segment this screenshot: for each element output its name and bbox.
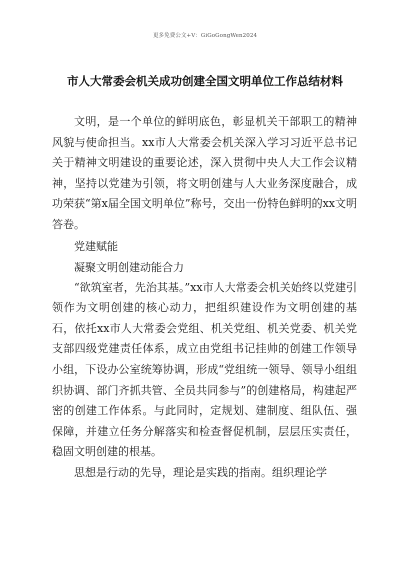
section-heading-party-building: 党建赋能 — [74, 239, 118, 253]
header-note: 更多免费公文+V：GiGoGongWen2024 — [152, 33, 258, 39]
section-subheading-synergy: 凝聚文明创建动能合力 — [74, 260, 184, 274]
paragraph-foundation: “欲筑室者，先治其基。”xx市人大常委会机关始终以党建引领作为文明创建的核心动力，把组织建设作为文明创建的基石，依托xx市人大常委会党组、机关党组、机关党委、机关党支部四级党建责任体系，成立由党组书记挂帅的创建工作领导小组，下设办公室统筹协调，形成“党组统一领导、领导小组组织协调、部门齐抓共管、全员共同参与”的创建格局，构建起严密的创建工作体系。与此同时，定规划、建制度、组队伍、强保障，并建立任务分解落实和检查督促机制，层层压实责任，稳固文明创建的根基。 — [52, 280, 357, 459]
document-body — [52, 112, 357, 484]
paragraph-theory: 思想是行动的先导，理论是实践的指南。组织理论学 — [74, 465, 327, 479]
document-title: 市人大常委会机关成功创建全国文明单位工作总结材料 — [67, 74, 343, 88]
paragraph-intro: 文明，是一个单位的鲜明底色，彰显机关干部职工的精神风貌与使命担当。xx市人大常委会机关深入学习习近平总书记关于精神文明建设的重要论述，深入贯彻中央人大工作会议精神，坚持以党建为引领，将文明创建与人大业务深度融合，成功荣获“第x届全国文明单位”称号，交出一份特色鲜明的xx文明答卷。 — [52, 115, 357, 231]
